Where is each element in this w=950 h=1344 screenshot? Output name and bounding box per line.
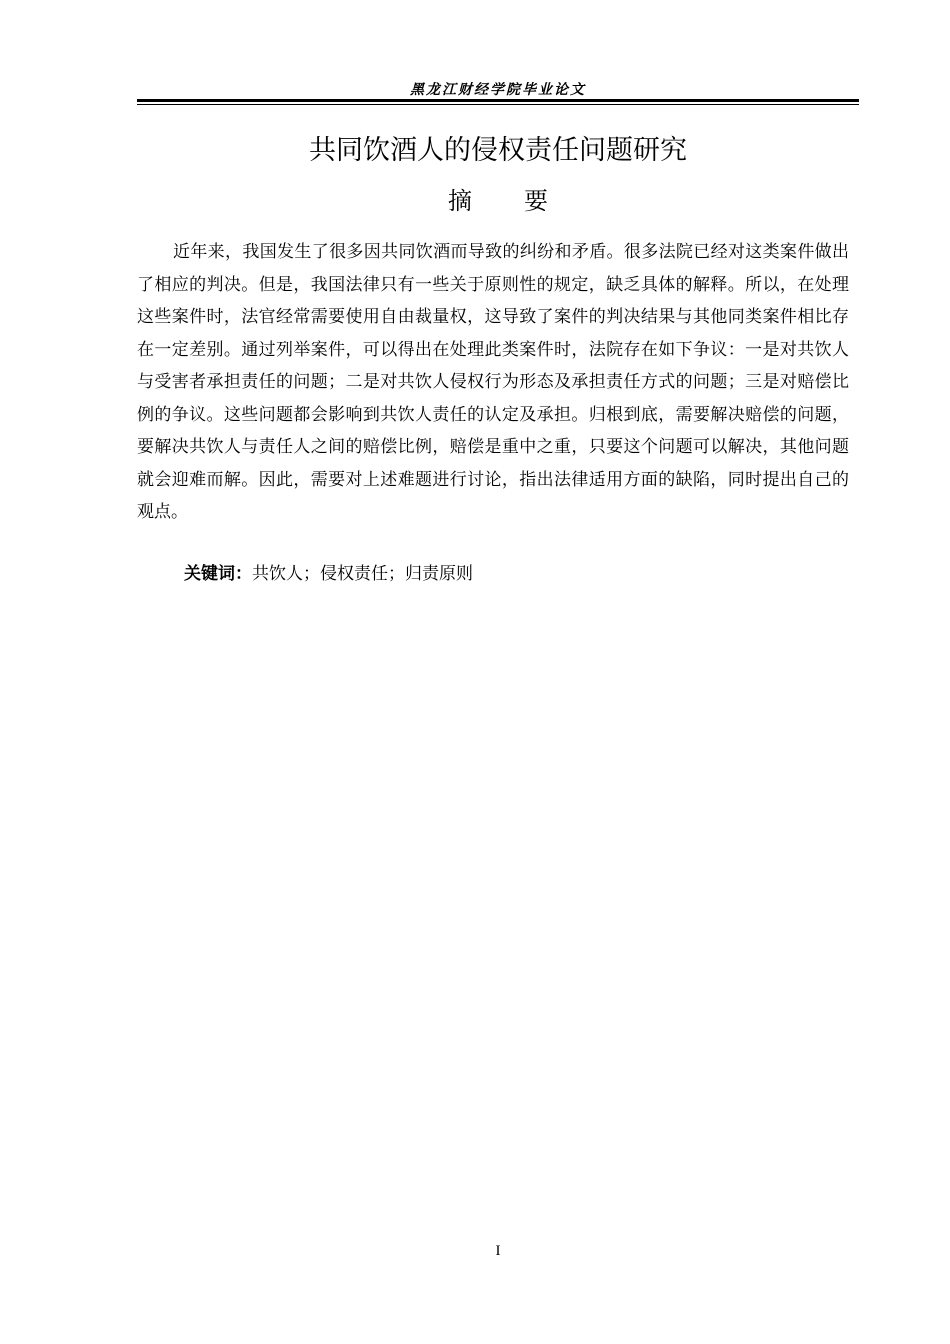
abstract-body: 近年来，我国发生了很多因共同饮酒而导致的纠纷和矛盾。很多法院已经对这类案件做出了相应的判决。但是，我国法律只有一些关于原则性的规定，缺乏具体的解释。所以，在处理这些案件时，法官经常需要使用自由裁量权，这导致了案件的判决结果与其他同类案件相比存在一定差别。通过列举案件，可以得出在处理此类案件时，法院存在如下争议：一是对共饮人与受害者承担责任的问题；二是对共饮人侵权行为形态及承担责任方式的问题；三是对赔偿比例的争议。这些问题都会影响到共饮人责任的认定及承担。归根到底，需要解决赔偿的问题，要解决共饮人与责任人之间的赔偿比例，赔偿是重中之重，只要这个问题可以解决，其他问题就会迎难而解。因此，需要对上述难题进行讨论，指出法律适用方面的缺陷，同时提出自己的观点。 — [137, 242, 849, 522]
paper-title: 共同饮酒人的侵权责任问题研究 — [309, 135, 687, 166]
keywords-label: 关键词： — [184, 564, 252, 584]
page-number: I — [495, 1243, 501, 1259]
header-rule-thick — [137, 99, 859, 102]
abstract-heading-left: 摘 — [448, 187, 472, 215]
keywords-value: 共饮人；侵权责任；归责原则 — [252, 564, 473, 584]
abstract-heading-right: 要 — [524, 187, 548, 215]
running-header: 黑龙江财经学院毕业论文 — [410, 82, 586, 98]
header-rule-thin — [137, 104, 859, 105]
abstract-heading — [137, 185, 859, 217]
keywords-line — [184, 561, 844, 587]
